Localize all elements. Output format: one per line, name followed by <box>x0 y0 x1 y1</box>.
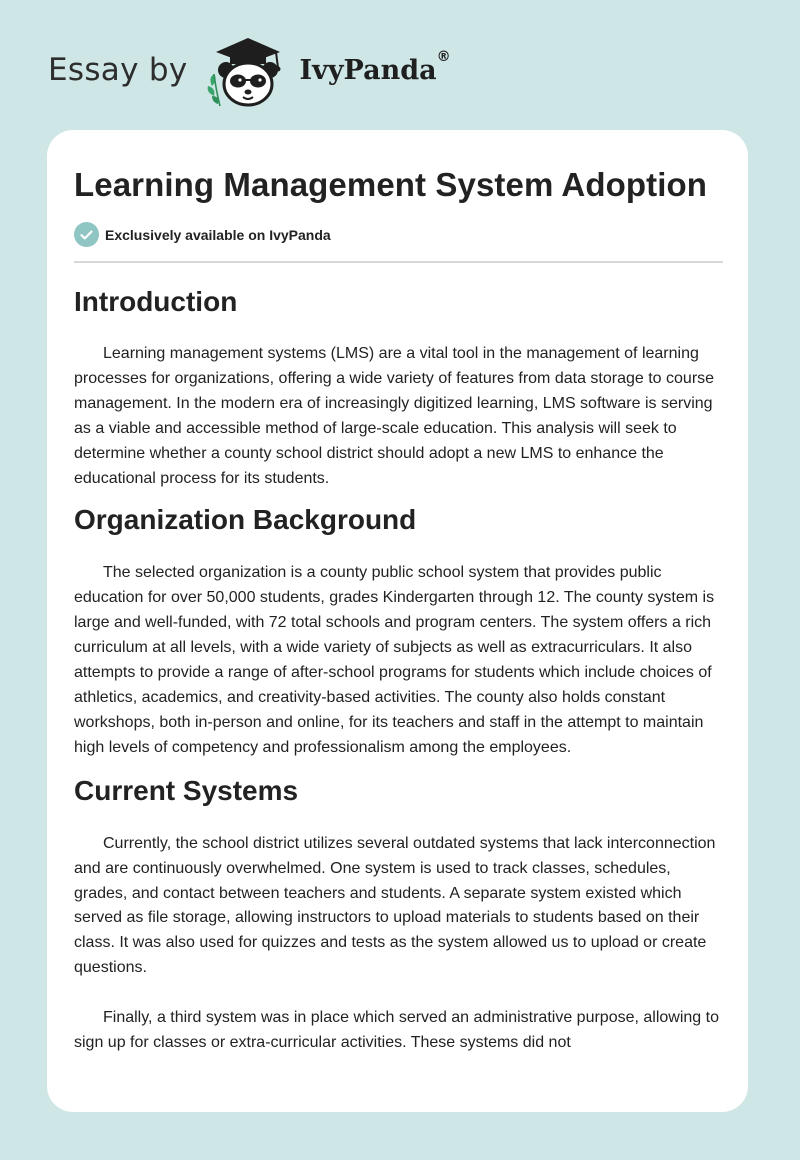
essay-body <box>74 280 724 1056</box>
paragraph: Currently, the school district utilizes several outdated systems that lack interconnection and are continuously overwhelmed. One system is used to track classes, schedules, grades, and contact between teachers and students. A separate system existed which served as file storage, allowing instructors to upload materials to students based on their class. It was also used for quizzes and tests as the system allowed us to upload or create questions. <box>74 834 716 977</box>
exclusive-badge <box>74 222 331 247</box>
brand-name-text[interactable]: IvyPanda <box>299 54 437 86</box>
brand-prefix: Essay by <box>48 52 188 88</box>
exclusive-badge-label: Exclusively available on IvyPanda <box>105 226 331 243</box>
site-header <box>48 30 451 110</box>
panda-graduate-logo-icon[interactable] <box>200 30 296 110</box>
paragraph: The selected organization is a county public school system that provides public education for over 50,000 students, grades Kindergarten through 12. The county system is large and well-funded, with 72 total schools and program centers. The system offers a rich curriculum at all levels, with a wide variety of subjects as well as extracurriculars. It also attempts to provide a range of after-school programs for students which include choices of athletics, academics, and creativity-based activities. The county also holds constant workshops, both in-person and online, for its teachers and staff in the attempt to maintain high levels of competency and professionalism among the employees. <box>74 564 715 756</box>
brand-name[interactable] <box>299 48 451 86</box>
title-divider <box>74 261 723 263</box>
section-heading-introduction: Introduction <box>74 286 238 317</box>
registered-mark: ® <box>436 48 451 65</box>
paragraph: Learning management systems (LMS) are a vital tool in the management of learning processes for organizations, offering a wide variety of features from data storage to course management. In the modern era of increasingly digitized learning, LMS software is serving as a viable and accessible method of large-scale education. This analysis will seek to determine whether a county school district should adopt a new LMS to enhance the educational process for its students. <box>74 345 715 487</box>
section-heading-current-systems: Current Systems <box>74 774 299 806</box>
page-title: Learning Management System Adoption <box>74 166 708 203</box>
check-icon <box>74 222 99 247</box>
essay-card <box>47 130 748 1112</box>
paragraph: Finally, a third system was in place which served an administrative purpose, allowing to sign up for classes or extra-curricular activities. These systems did not <box>74 1009 719 1052</box>
section-heading-organization-background: Organization Background <box>74 504 417 536</box>
